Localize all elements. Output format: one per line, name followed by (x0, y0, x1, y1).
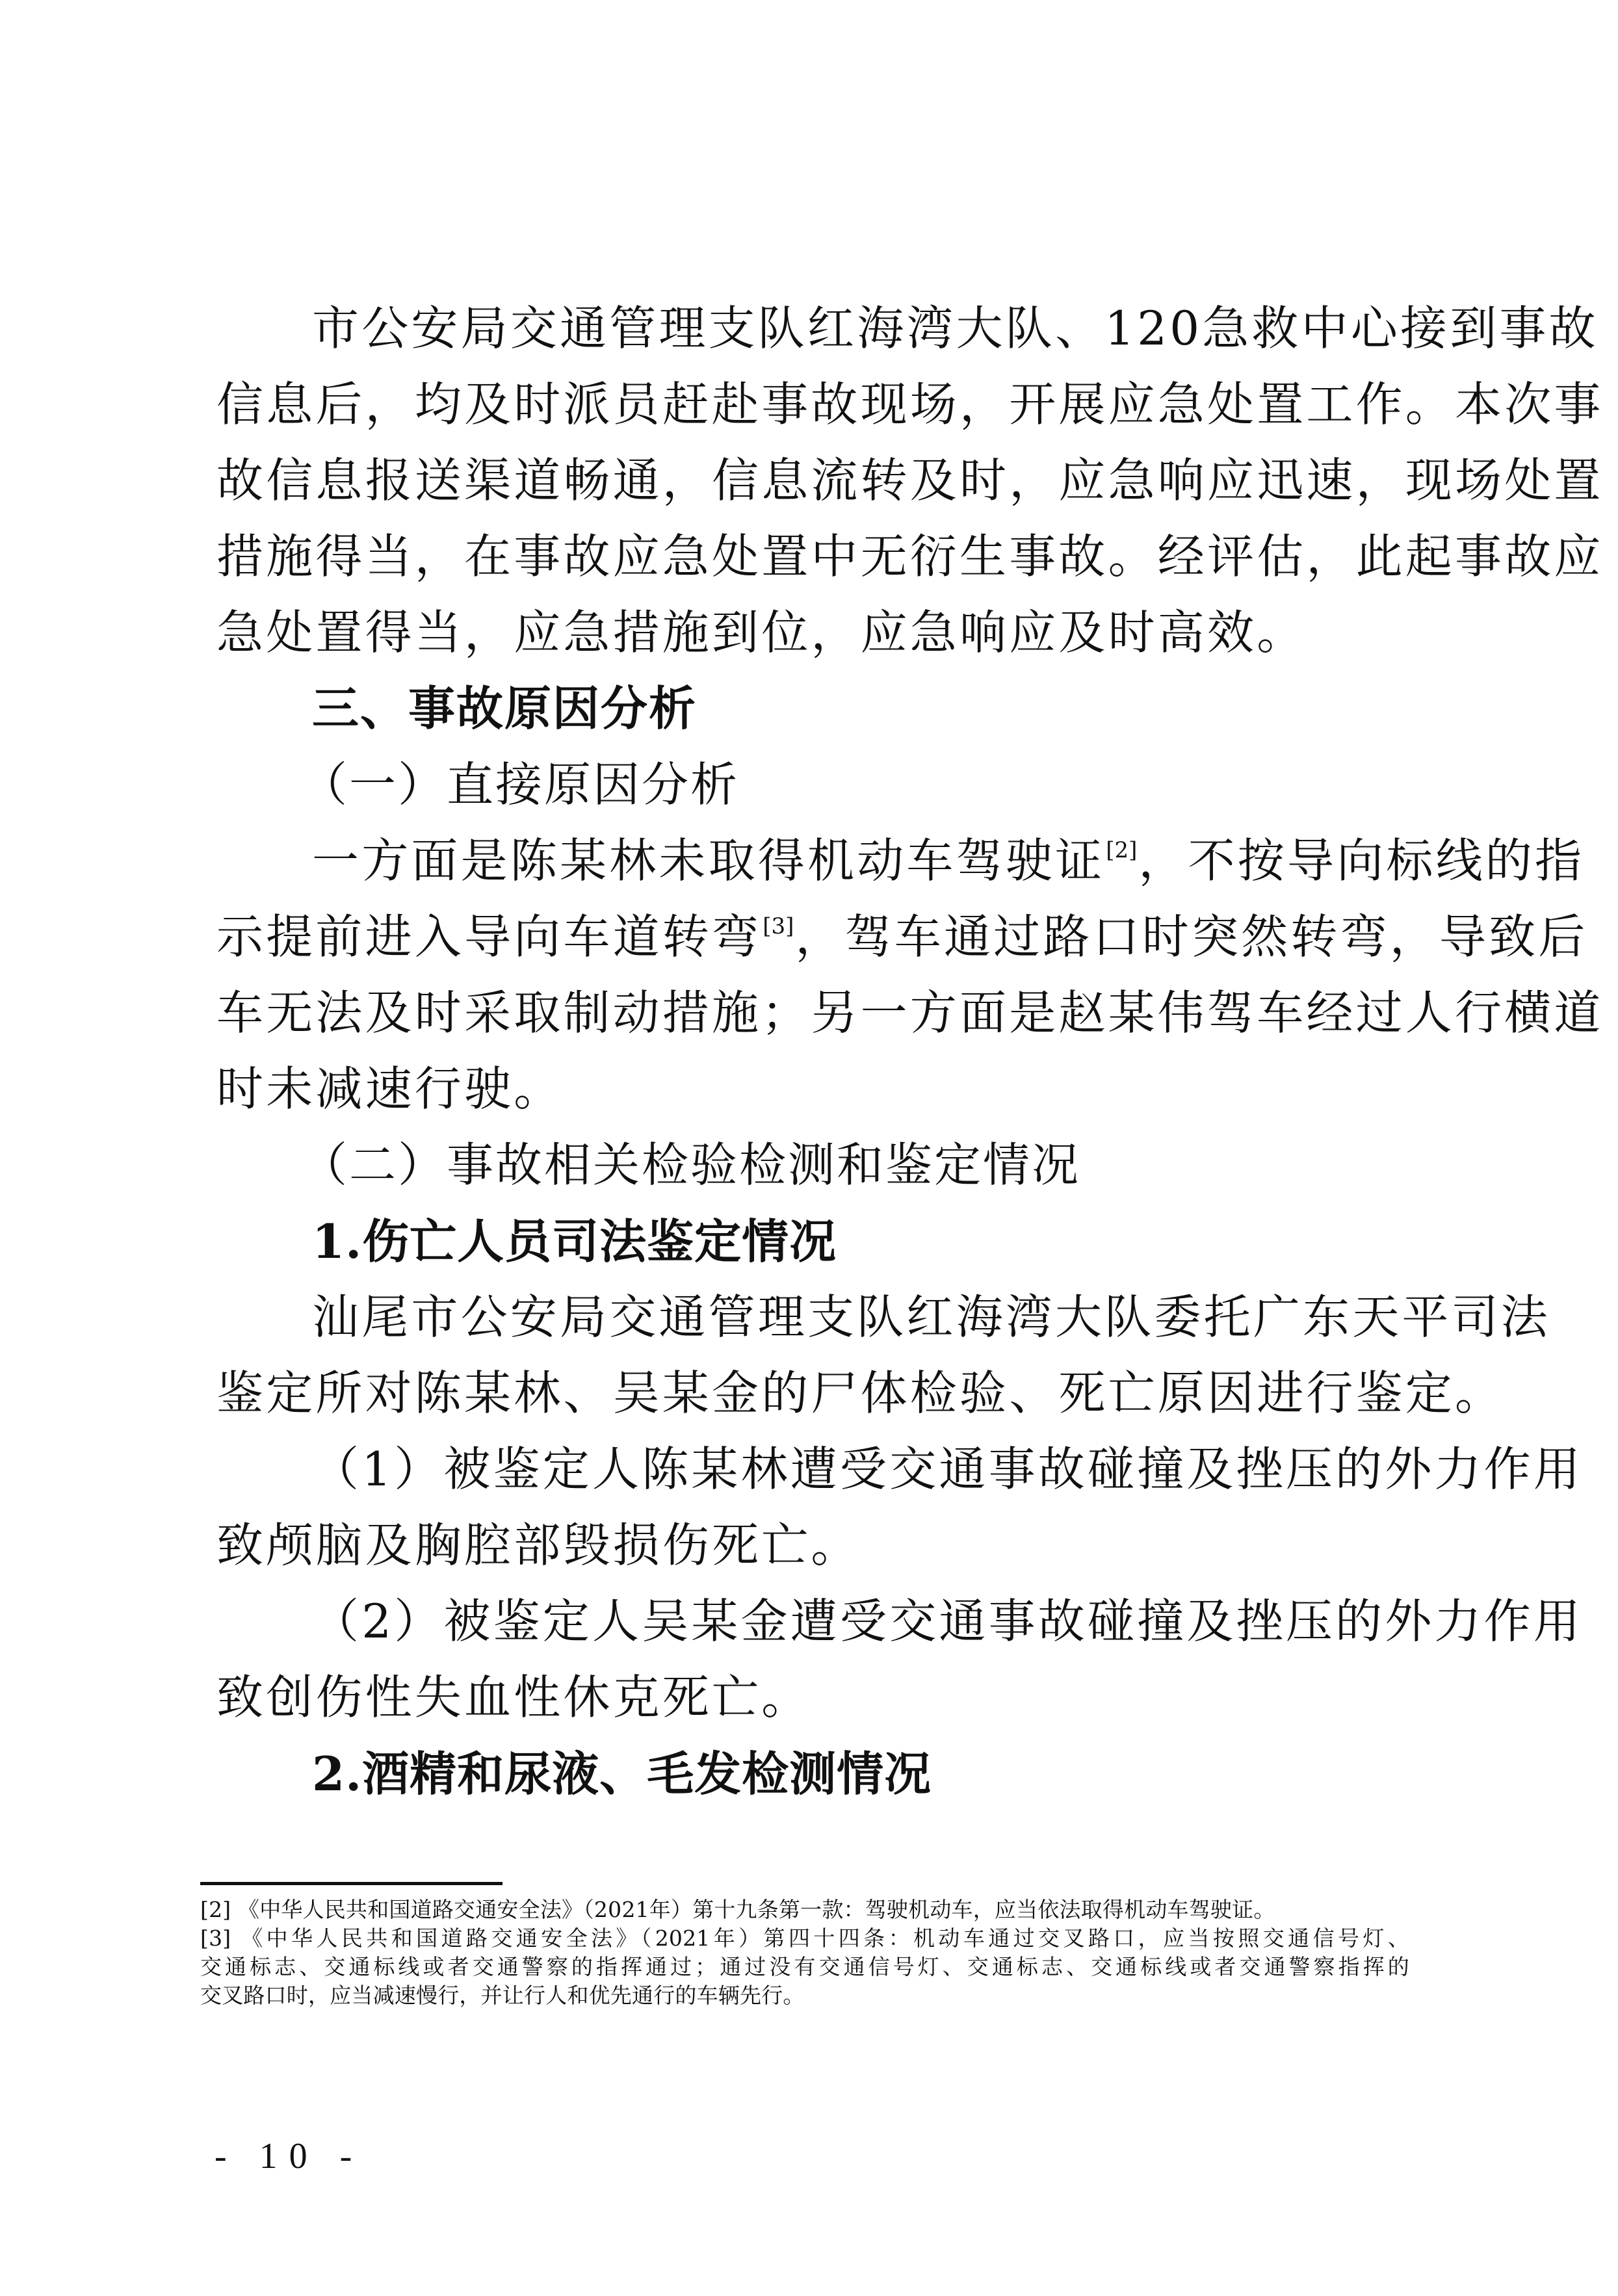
footnote-separator (200, 1882, 502, 1885)
body-text-line: （2）被鉴定人吴某金遭受交通事故碰撞及挫压的外力作用 (312, 1594, 1584, 1649)
body-text-line: 措施得当，在事故应急处置中无衍生事故。经评估，此起事故应 (216, 529, 1604, 584)
footnote-2: [2] 《中华人民共和国道路交通安全法》（2021年）第十九条第一款：驾驶机动车，应当依法取得机动车驾驶证。 (200, 1897, 1275, 1922)
page-number: - 10 - (215, 2136, 364, 2176)
body-text-line: 示提前进入导向车道转弯[3]，驾车通过路口时突然转弯，导致后 (216, 909, 1588, 964)
footnote-ref-2[interactable]: [2] (1106, 837, 1138, 863)
body-text-line: 致创伤性失血性休克死亡。 (216, 1670, 811, 1725)
body-text-line: 一方面是陈某林未取得机动车驾驶证[2]，不按导向标线的指 (312, 833, 1585, 888)
body-text-line: 致颅脑及胸腔部毁损伤死亡。 (216, 1518, 861, 1572)
footnote-ref-3[interactable]: [3] (763, 913, 794, 939)
footnote-3-continued: 交通标志、交通标线或者交通警察的指挥通过；通过没有交通信号灯、交通标志、交通标线或者交通警察指挥的 (200, 1954, 1409, 1979)
subsection-heading: （二）事故相关检验检测和鉴定情况 (300, 1138, 1081, 1192)
body-text-line: 急处置得当，应急措施到位，应急响应及时高效。 (216, 605, 1307, 660)
subsection-heading: （一）直接原因分析 (300, 757, 740, 812)
item-heading: 1.伤亡人员司法鉴定情况 (312, 1214, 837, 1269)
item-heading: 2.酒精和尿液、毛发检测情况 (312, 1746, 932, 1801)
body-text-line: 时未减速行驶。 (216, 1062, 564, 1116)
body-text-line: 鉴定所对陈某林、吴某金的尸体检验、死亡原因进行鉴定。 (216, 1366, 1505, 1420)
body-text-line: 车无法及时采取制动措施；另一方面是赵某伟驾车经过人行横道 (216, 985, 1604, 1040)
section-heading: 三、事故原因分析 (312, 681, 698, 736)
body-text-line: 故信息报送渠道畅通，信息流转及时，应急响应迅速，现场处置 (216, 453, 1604, 508)
body-text-line: 汕尾市公安局交通管理支队红海湾大队委托广东天平司法 (312, 1290, 1551, 1344)
body-text-line: （1）被鉴定人陈某林遭受交通事故碰撞及挫压的外力作用 (312, 1442, 1584, 1496)
footnote-3-continued: 交叉路口时，应当减速慢行，并让行人和优先通行的车辆先行。 (200, 1983, 805, 2008)
body-text-line: 信息后，均及时派员赶赴事故现场，开展应急处置工作。本次事 (216, 377, 1604, 432)
footnote-3: [3] 《中华人民共和国道路交通安全法》（2021年）第四十四条：机动车通过交叉路口，应当按照交通信号灯、 (200, 1925, 1409, 1951)
body-text-line: 市公安局交通管理支队红海湾大队、120急救中心接到事故 (312, 301, 1598, 356)
